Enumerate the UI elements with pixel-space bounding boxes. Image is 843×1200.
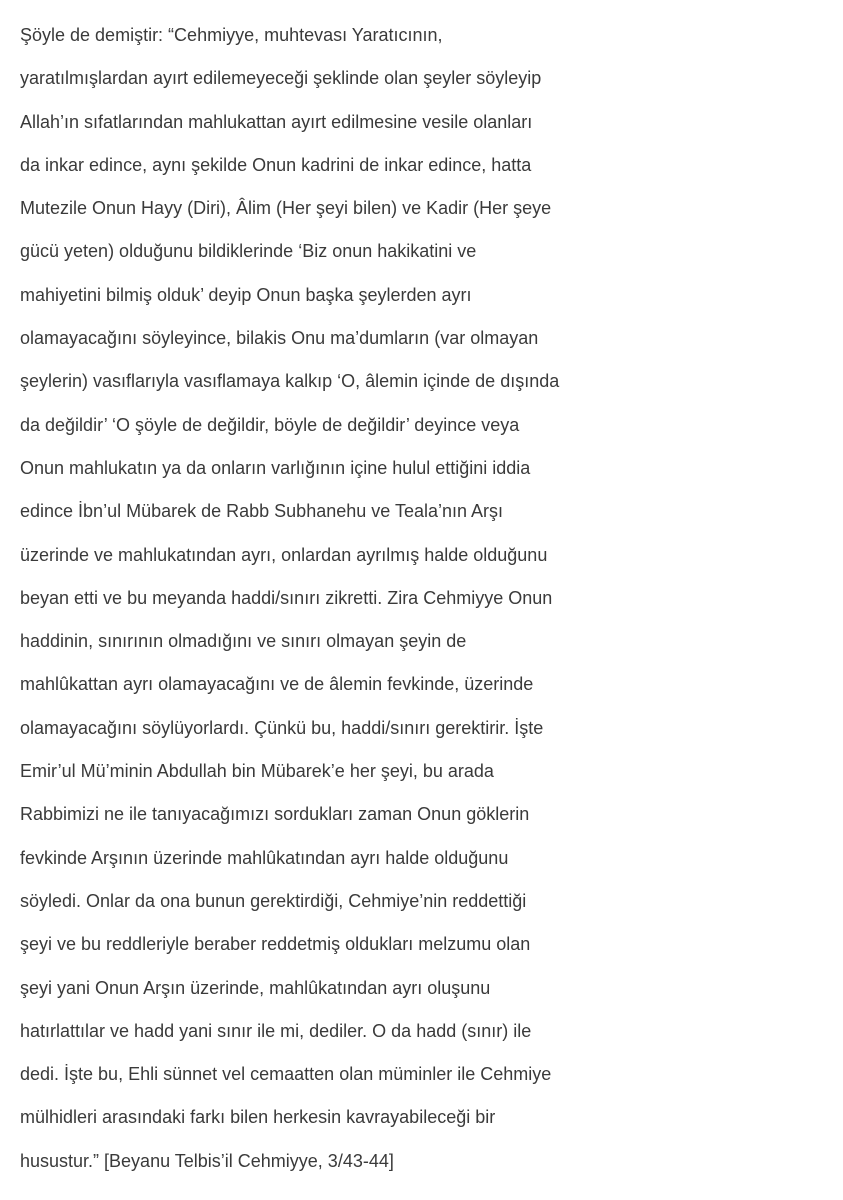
text-line: mülhidleri arasındaki farkı bilen herkesin kavrayabileceği bir xyxy=(20,1107,496,1128)
text-line: söyledi. Onlar da ona bunun gerektirdiği, Cehmiye’nin reddettiği xyxy=(20,890,527,911)
citation-line: husustur.” [Beyanu Telbis’il Cehmiyye, 3/43-44] xyxy=(20,1150,394,1171)
quote-paragraph xyxy=(20,14,840,1183)
text-line: mahiyetini bilmiş olduk’ deyip Onun başka şeylerden ayrı xyxy=(20,284,472,305)
text-line: Şöyle de demiştir: “Cehmiyye, muhtevası Yaratıcının, xyxy=(20,25,443,45)
text-line: dedi. İşte bu, Ehli sünnet vel cemaatten olan müminler ile Cehmiye xyxy=(20,1064,552,1085)
text-line: hatırlattılar ve hadd yani sınır ile mi, dediler. O da hadd (sınır) ile xyxy=(20,1020,532,1041)
text-line: haddinin, sınırının olmadığını ve sınırı olmayan şeyin de xyxy=(20,631,467,652)
text-line: fevkinde Arşının üzerinde mahlûkatından ayrı halde olduğunu xyxy=(20,847,509,868)
text-line: Emir’ul Mü’minin Abdullah bin Mübarek’e her şeyi, bu arada xyxy=(20,761,494,782)
text-line: yaratılmışlardan ayırt edilemeyeceği şeklinde olan şeyler söyleyip xyxy=(20,68,542,89)
text-line: Mutezile Onun Hayy (Diri), Âlim (Her şeyi bilen) ve Kadir (Her şeye xyxy=(20,198,552,219)
text-line: mahlûkattan ayrı olamayacağını ve de âlemin fevkinde, üzerinde xyxy=(20,674,534,695)
text-line: şeyi ve bu reddleriyle beraber reddetmiş oldukları melzumu olan xyxy=(20,934,531,955)
text-line: gücü yeten) olduğunu bildiklerinde ‘Biz onun hakikatini ve xyxy=(20,241,477,262)
text-line: Allah’ın sıfatlarından mahlukattan ayırt edilmesine vesile olanları xyxy=(20,111,533,132)
text-line: beyan etti ve bu meyanda haddi/sınırı zikretti. Zira Cehmiyye Onun xyxy=(20,587,553,608)
text-line: şeylerin) vasıflarıyla vasıflamaya kalkıp ‘O, âlemin içinde de dışında xyxy=(20,371,560,392)
text-line: Rabbimizi ne ile tanıyacağımızı sordukları zaman Onun göklerin xyxy=(20,804,530,825)
text-line: üzerinde ve mahlukatından ayrı, onlardan ayrılmış halde olduğunu xyxy=(20,544,548,565)
text-line: edince İbn’ul Mübarek de Rabb Subhanehu ve Teala’nın Arşı xyxy=(20,501,504,522)
text-line: şeyi yani Onun Arşın üzerinde, mahlûkatından ayrı oluşunu xyxy=(20,977,491,998)
text-line: da inkar edince, aynı şekilde Onun kadrini de inkar edince, hatta xyxy=(20,154,532,175)
text-line: da değildir’ ‘O şöyle de değildir, böyle de değildir’ deyince veya xyxy=(20,414,520,435)
text-line: Onun mahlukatın ya da onların varlığının içine hulul ettiğini iddia xyxy=(20,457,531,478)
text-line: olamayacağını söylüyorlardı. Çünkü bu, haddi/sınırı gerektirir. İşte xyxy=(20,717,544,738)
text-line: olamayacağını söyleyince, bilakis Onu ma’dumların (var olmayan xyxy=(20,328,539,349)
